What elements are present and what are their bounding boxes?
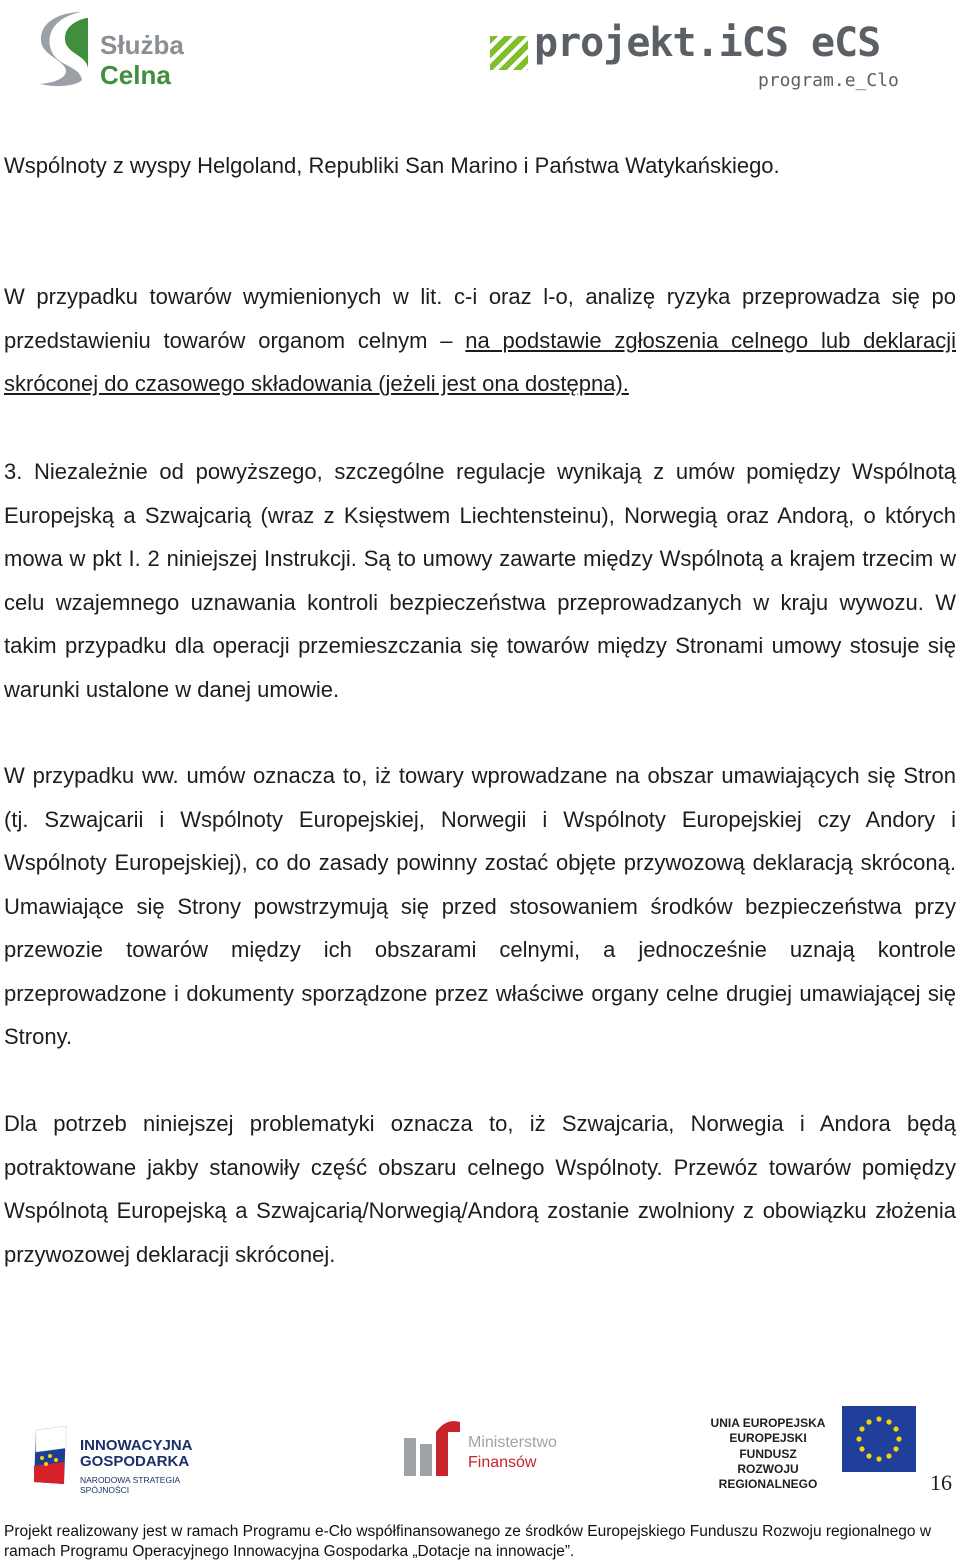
ministerstwo-finansow-logo [402,1412,582,1484]
logo-sc-line1: Służba [100,30,184,60]
paragraph-2 [4,275,956,406]
projekt-logo-sub: program.e_Clo [758,70,899,91]
projekt-logo-main: projekt.iCS eCS [534,20,881,66]
sluzba-celna-emblem-icon [36,8,92,88]
page-number: 16 [930,1470,952,1495]
logo-ig-line1: INNOWACYJNA [80,1437,193,1454]
paragraph-3: 3. Niezależnie od powyższego, szczególne regulacje wynikają z umów pomiędzy Wspólnotą Europejską a Szwajcarią (wraz z Księstwem Liechtensteinu), Norwegią oraz Andorą, o których mowa w pkt I. 2 niniejszej Instrukcji. Są to umowy zawarte między Wspólnotą a krajem trzecim w celu wzajemnego uznawania kontroli bezpieczeństwa przeprowadzanych w kraju wywozu. W takim przypadku dla operacji przemieszczania się towarów między Stronami umowy stosuje się warunki ustalone w danej umowie. [4,459,956,702]
logo-sc-line2: Celna [100,60,171,90]
footer-funding-note: Projekt realizowany jest w ramach Programu e-Cło współfinansowanego ze środków Europejskiego Funduszu Rozwoju regionalnego w ramach Programu Operacyjnego Innowacyjna Gospodarka „Dotacje na innowacje”. [4,1523,932,1560]
paragraph-1: Wspólnoty z wyspy Helgoland, Republiki San Marino i Państwa Watykańskiego. [4,153,780,178]
paragraph-4: W przypadku ww. umów oznacza to, iż towary wprowadzane na obszar umawiających się Stron (tj. Szwajcarii i Wspólnoty Europejskiej, Norwegii i Wspólnoty Europejskiej czy Andory i Wspólnoty Europejskiej), co do zasady powinny zostać objęte przywozową deklaracją skróconą. Umawiające się Strony powstrzymują się przed stosowaniem środków bezpieczeństwa przy przewozie towarów między ich obszarami celnymi, a jednocześnie uznają kontrole przeprowadzone i dokumenty sporządzone przez właściwe organy celne drugiej umawiającej się Strony. [4,763,956,1049]
logo-mf-line2: Finansów [468,1454,537,1471]
sluzba-celna-wordmark [100,32,184,88]
innowacyjna-gospodarka-wordmark [80,1438,193,1470]
logo-eu-line3: ROZWOJU REGIONALNEGO [718,1462,818,1492]
innowacyjna-gospodarka-logo [30,1420,220,1495]
stripes-icon [490,36,528,70]
eu-flag-icon [842,1406,916,1472]
mf-emblem-icon [402,1418,462,1478]
logo-mf-line1: Ministerstwo [468,1434,557,1451]
paragraph-2-text: W przypadku towarów wymienionych w lit. c-i oraz l-o, analizę ryzyka przeprowadza się po przedstawieniu towarów organom celnym – [4,284,956,353]
paragraph-5: Dla potrzeb niniejszej problematyki oznacza to, iż Szwajcaria, Norwegia i Andora będą potraktowane jakby stanowiły część obszaru celnego Wspólnoty. Przewóz towarów pomiędzy Wspólnotą Europejską a Szwajcarią/Norwegią/Andorą zostanie zwolniony z obowiązku złożenia przywozowej deklaracji skróconej. [4,1111,956,1267]
logo-eu-line2: EUROPEJSKI FUNDUSZ [729,1431,807,1461]
logo-ig-line3: NARODOWA STRATEGIA SPÓJNOŚCI [80,1475,180,1495]
unia-europejska-efrr-logo [700,1404,920,1492]
logo-ig-line2: GOSPODARKA [80,1452,190,1470]
eu-wordmark [700,1416,836,1493]
projekt-ics-ecs-logo [490,6,899,92]
logo-eu-line1: UNIA EUROPEJSKA [710,1416,826,1430]
poland-eu-flag-icon [30,1426,70,1486]
sluzba-celna-logo [0,0,260,100]
paragraph-2-underlined: na podstawie zgłoszenia celnego lub deklaracji skróconej do czasowego składowania (jeżeli jest ona dostępna). [4,327,957,396]
